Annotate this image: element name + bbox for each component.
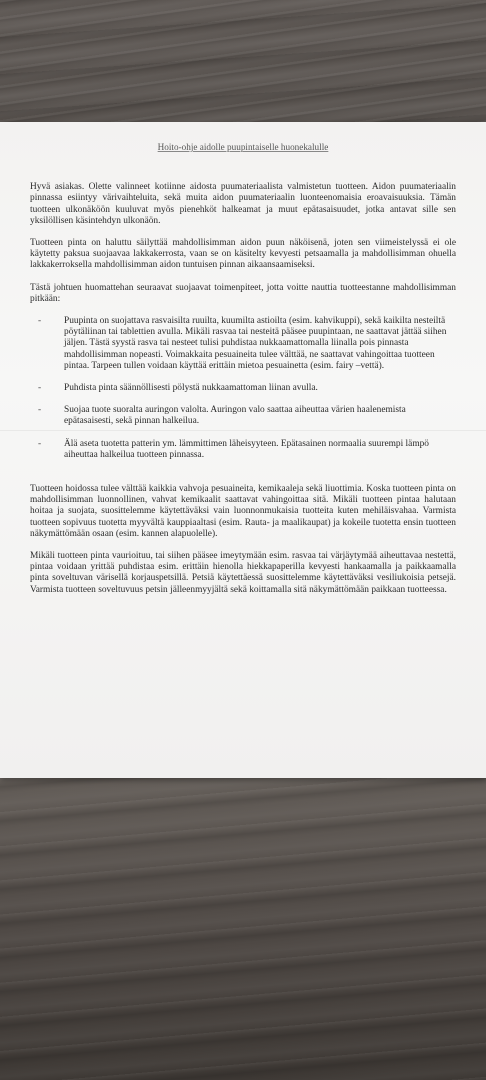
intro-paragraph: Hyvä asiakas. Olette valinneet kotiinne aidosta puumateriaalista valmistetun tuotteen. Aidon puumateriaalin pinnassa esiintyy värivaihteluita, sekä muita aidon puumateriaalin luonteenomaisia eroavaisuuksia. Tämän tuotteen ulkonäköön kuuluvat myös pienehköt halkeamat ja muut epätasaisuudet, jotka antavat sille sen yksilöllisen käsintehdyn ulkonäön. <box>30 182 456 226</box>
wooden-table-surface <box>0 778 486 1080</box>
protective-measures-list <box>30 316 456 461</box>
repair-paragraph: Mikäli tuotteen pinta vaurioituu, tai siihen pääsee imeytymään esim. rasvaa tai värjäytymää aiheuttavaa nestettä, pintaa voidaan yrittää puhdistaa esim. erittäin hienolla hiekkapaperilla kevyesti hankaamalla ja paikkaamalla pinta soveltuvan värisellä korjauspetsillä. Petsiä käytettäessä suosittelemme käytettäväksi vesiliukoisia petsejä. Varmista tuotteen soveltuvuus petsin jälleenmyyjältä sekä koittamalla sitä näkymättömään paikkaan tuotteessa. <box>30 551 456 595</box>
document-title: Hoito-ohje aidolle puupintaiselle huonekalulle <box>157 142 329 152</box>
list-item: - Puhdista pinta säännöllisesti pölystä nukkaamattoman liinan avulla. <box>64 383 456 394</box>
surface-paragraph: Tuotteen pinta on haluttu säilyttää mahdollisimman aidon puun näköisenä, joten sen viimeistelyssä ei ole käytetty paksua suojaavaa lakkakerrosta, vaan se on käsitelty kevyesti petsaamalla ja mahdollisimman ohuella lakkakerroksella mahdollisimman aidon tuntuisen pinnan aikaansaamiseksi. <box>30 238 456 271</box>
care-paragraph: Tuotteen hoidossa tulee välttää kaikkia vahvoja pesuaineita, kemikaaleja sekä liuottimia. Koska tuotteen pinta on mahdollisimman luonnollinen, vahvat kemikaalit saattavat vahingoittaa sitä. Mikäli tuotteen pintaa halutaan hoitaa ja suojata, suosittelemme käytettäväksi vain luonnonmukaisia tuotteita kuten mehiläisvahaa. Varmista tuotteen sopivuus tuotetta myyvältä kauppiaaltasi (esim. Rauta- ja maalikaupat) ja kokeile tuotetta ensin tuotteen näkymättömään osaan (esim. kannen alapuolelle). <box>30 484 456 539</box>
measures-intro-paragraph: Tästä johtuen huomattehan seuraavat suojaavat toimenpiteet, jotta voitte nauttia tuotteestanne mahdollisimman pitkään: <box>30 282 456 304</box>
list-item: - Älä aseta tuotetta patterin ym. lämmittimen läheisyyteen. Epätasainen normaalia suurempi lämpö aiheuttaa halkeilua tuotteen pinnassa. <box>64 439 456 461</box>
instruction-sheet <box>0 122 486 778</box>
list-item: - Suojaa tuote suoralta auringon valolta. Auringon valo saattaa aiheuttaa värien haalenemista epätasaisesti, sekä pinnan halkeilua. <box>64 405 456 427</box>
list-item: - Puupinta on suojattava rasvaisilta ruuilta, kuumilta astioilta (esim. kahvikuppi), sekä kaikilta nesteiltä pöytäliinan tai tablettien avulla. Mikäli rasvaa tai nesteitä pääsee puupintaan, ne saattavat jättää siihen jäljen. Tästä syystä rasva tai nesteet tulisi puhdistaa nukkaamattomalla liinalla pois pinnasta mahdollisimman nopeasti. Voimakkaita pesuaineita tulee välttää, ne saattavat vahingoittaa tuotteen pintaa. Tarpeen tullen voidaan käyttää erittäin mietoa pesuainetta (esim. fairy –vettä). <box>64 316 456 372</box>
sheet-content <box>30 142 456 607</box>
